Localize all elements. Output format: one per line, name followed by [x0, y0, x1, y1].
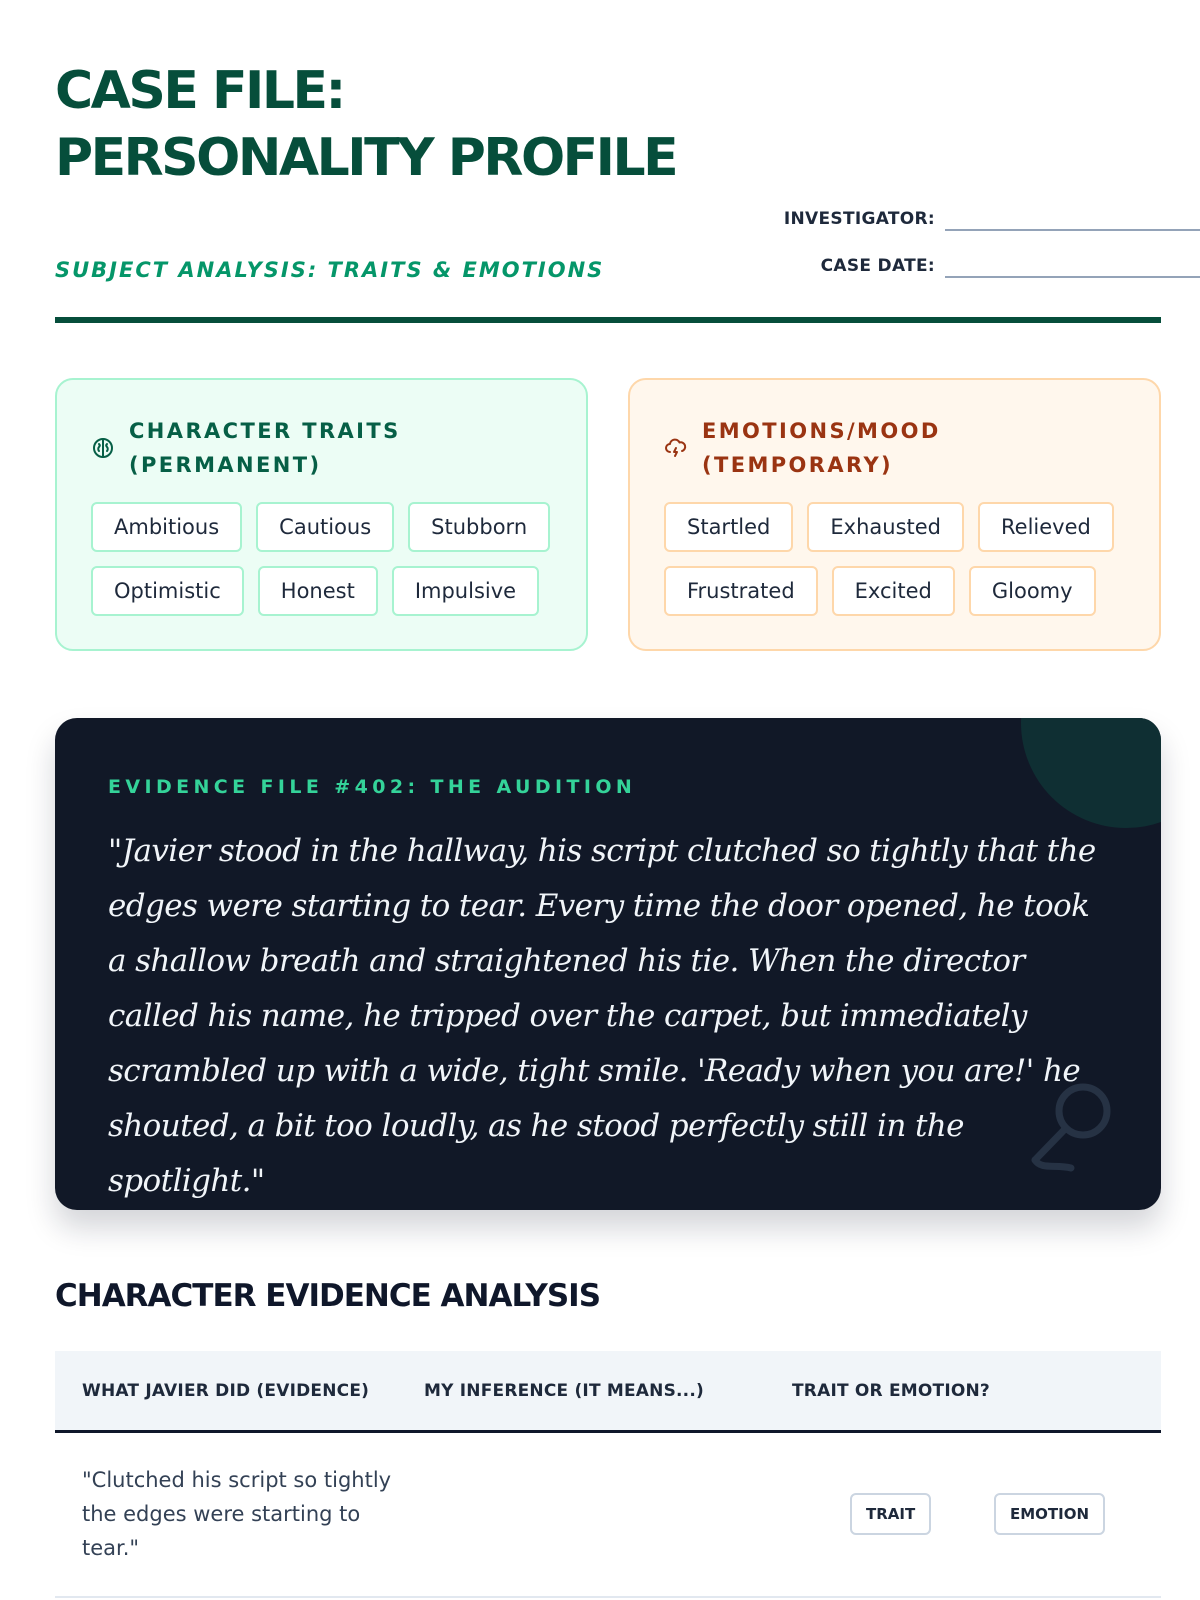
analysis-section-title: CHARACTER EVIDENCE ANALYSIS	[55, 1278, 601, 1314]
case-date-field-row	[675, 252, 1200, 282]
emotion-chip-excited[interactable]: Excited	[832, 566, 955, 616]
emotion-chip-startled[interactable]: Startled	[664, 502, 793, 552]
evidence-quote: "Javier stood in the hallway, his script clutched so tightly that the edges were starting to tear. Every time the door opened, he took a shallow breath and straightened his tie. When the director called his name, he tripped over the carpet, but immediately scrambled up with a wide, tight smile. 'Ready when you are!' he shouted, a bit too loudly, as he stood perfectly still in the spotlight."	[108, 833, 1096, 1199]
emotion-chip-relieved[interactable]: Relieved	[978, 502, 1114, 552]
decorative-circle	[1021, 718, 1161, 828]
emotions-card-header	[664, 414, 1032, 482]
emotion-choice-button[interactable]: EMOTION	[994, 1493, 1105, 1535]
emotion-chip-frustrated[interactable]: Frustrated	[664, 566, 818, 616]
trait-choice-button[interactable]: TRAIT	[850, 1493, 931, 1535]
trait-chip-honest[interactable]: Honest	[258, 566, 378, 616]
emotions-card-title: EMOTIONS/MOOD (TEMPORARY)	[702, 419, 941, 477]
traits-card-title: CHARACTER TRAITS (PERMANENT)	[129, 419, 401, 477]
trait-chip-impulsive[interactable]: Impulsive	[392, 566, 539, 616]
worksheet-page	[55, 0, 1161, 1600]
table-row	[55, 1433, 1161, 1598]
column-header-inference: MY INFERENCE (IT MEANS...)	[424, 1380, 704, 1401]
trait-chip-ambitious[interactable]: Ambitious	[91, 502, 242, 552]
header-divider	[55, 317, 1161, 323]
investigator-line	[945, 229, 1200, 231]
storm-cloud-icon	[664, 436, 688, 460]
trait-chip-stubborn[interactable]: Stubborn	[408, 502, 550, 552]
trait-chip-optimistic[interactable]: Optimistic	[91, 566, 244, 616]
character-traits-card	[55, 378, 588, 651]
case-date-label: CASE DATE:	[820, 256, 935, 276]
evidence-cell: "Clutched his script so tightly the edges were starting to tear."	[82, 1468, 392, 1560]
emotions-chip-list	[664, 502, 1134, 630]
evidence-analysis-table	[55, 1351, 1161, 1598]
evidence-file-label: EVIDENCE FILE #402: THE AUDITION	[108, 776, 637, 798]
emotion-chip-gloomy[interactable]: Gloomy	[969, 566, 1096, 616]
inference-input[interactable]	[451, 1463, 781, 1563]
emotion-chip-exhausted[interactable]: Exhausted	[807, 502, 964, 552]
case-date-line	[945, 276, 1200, 278]
traits-chip-list	[91, 502, 561, 630]
evidence-file-panel	[55, 718, 1161, 1210]
investigator-field-row	[675, 205, 1200, 235]
microphone-icon	[1021, 1078, 1116, 1173]
page-subtitle: SUBJECT ANALYSIS: TRAITS & EMOTIONS	[55, 258, 605, 282]
column-header-classification: TRAIT OR EMOTION?	[792, 1380, 990, 1401]
trait-chip-cautious[interactable]: Cautious	[256, 502, 394, 552]
table-header	[55, 1351, 1161, 1433]
emotions-mood-card	[628, 378, 1161, 651]
investigator-label: INVESTIGATOR:	[783, 209, 935, 229]
page-title: CASE FILE: PERSONALITY PROFILE	[55, 61, 677, 188]
brain-icon	[91, 436, 115, 460]
column-header-evidence: WHAT JAVIER DID (EVIDENCE)	[82, 1380, 370, 1401]
traits-card-header	[91, 414, 459, 482]
